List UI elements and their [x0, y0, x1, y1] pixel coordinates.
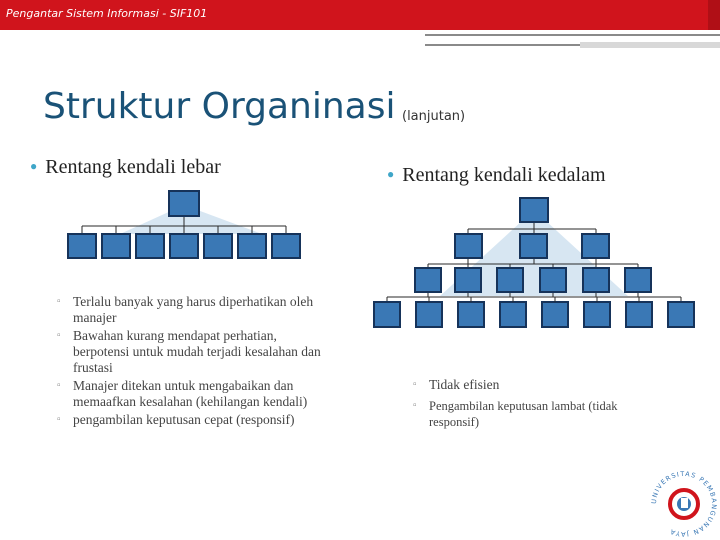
logo-mark	[681, 498, 688, 508]
slide-title: Struktur Organinasi	[43, 86, 396, 127]
org-node	[584, 302, 610, 327]
list-item: ▫ Manajer ditekan untuk mengabaikan dan memaafkan kesalahan (kehilangan kendali)	[55, 378, 325, 410]
list-item: ▫ Tidak efisien	[411, 377, 661, 393]
org-node	[272, 234, 300, 258]
right-heading-text: Rentang kendali kedalam	[402, 164, 606, 186]
bullet-icon: ●	[387, 167, 395, 181]
left-heading-text: Rentang kendali lebar	[45, 156, 221, 178]
left-bullet-list	[55, 294, 325, 430]
logo-text: UNIVERSITAS PEMBANGUNAN JAYA	[649, 469, 719, 539]
org-node-manager	[169, 191, 199, 216]
org-node	[520, 234, 547, 258]
org-node	[455, 268, 481, 292]
org-node	[68, 234, 96, 258]
org-node	[170, 234, 198, 258]
list-item: ▫ Pengambilan keputusan lambat (tidak responsif)	[411, 398, 661, 430]
bullet-icon: ●	[30, 159, 38, 173]
org-node	[582, 234, 609, 258]
org-node	[455, 234, 482, 258]
org-node	[238, 234, 266, 258]
org-node	[204, 234, 232, 258]
slide-subtitle: (lanjutan)	[402, 109, 466, 124]
narrow-span-chart	[374, 198, 694, 327]
org-node	[540, 268, 566, 292]
org-node	[497, 268, 523, 292]
right-bullet-list	[411, 377, 661, 435]
org-node	[374, 302, 400, 327]
org-node	[102, 234, 130, 258]
wide-span-chart	[68, 191, 300, 258]
list-item: ▫ pengambilan keputusan cepat (responsif)	[55, 412, 325, 428]
list-item: ▫ Terlalu banyak yang harus diperhatikan oleh manajer	[55, 294, 325, 326]
org-node	[626, 302, 652, 327]
org-node	[583, 268, 609, 292]
org-node	[500, 302, 526, 327]
course-label: Pengantar Sistem Informasi - SIF101	[6, 7, 208, 20]
org-node	[415, 268, 441, 292]
org-node	[668, 302, 694, 327]
bottom-row-nodes	[374, 302, 694, 327]
university-logo	[648, 468, 720, 540]
org-node	[416, 302, 442, 327]
list-item: ▫ Bawahan kurang mendapat perhatian, berpotensi untuk mudah terjadi kesalahan dan frustasi	[55, 328, 325, 376]
org-node	[458, 302, 484, 327]
org-node	[542, 302, 568, 327]
org-node-manager	[520, 198, 548, 222]
org-node	[625, 268, 651, 292]
org-node	[136, 234, 164, 258]
